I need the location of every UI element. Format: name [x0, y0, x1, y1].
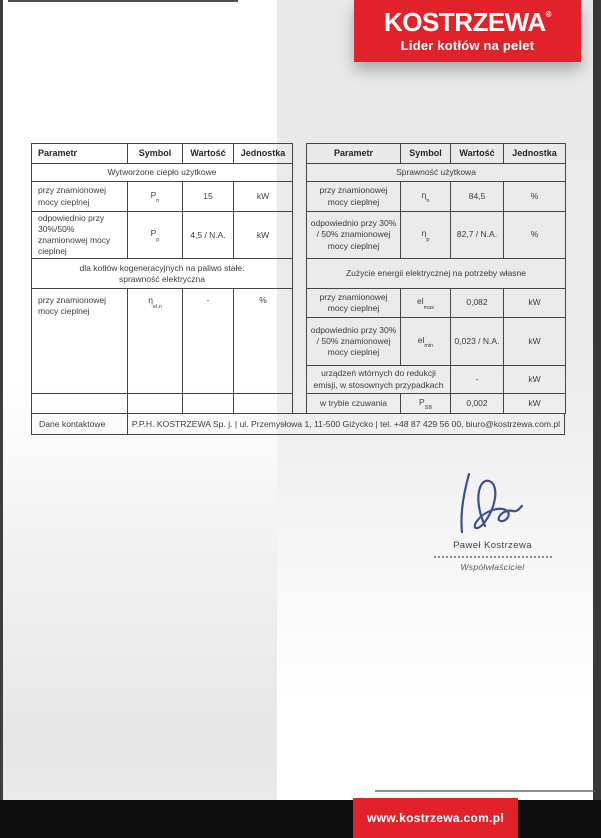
unit-cell: kW	[504, 366, 566, 394]
unit-cell: kW	[504, 318, 566, 366]
signature-dotted-line	[434, 556, 552, 558]
scan-edge-right	[593, 0, 601, 838]
table-row	[307, 182, 566, 212]
symbol-cell: $el_{max}$	[401, 289, 451, 318]
brand-tagline: Lider kotłów na pelet	[400, 38, 535, 53]
empty-cell	[128, 394, 183, 414]
header-wartosc: Wartość	[451, 144, 504, 164]
value-cell: 82,7 / N.A.	[451, 212, 504, 259]
scan-edge-bottom	[375, 790, 596, 792]
signature-scribble-icon	[447, 468, 539, 538]
brand-name: KOSTRZEWA®	[383, 7, 551, 37]
param-cell: przy znamionowej mocy cieplnej	[32, 182, 128, 212]
symbol-cell: $P_{SB}$	[401, 394, 451, 414]
table-row	[307, 366, 566, 394]
footer-url: www.kostrzewa.com.pl	[367, 811, 504, 825]
param-cell: odpowiednio przy 30%/50% znamionowej mocy cieplnej	[32, 212, 128, 259]
table-row	[307, 394, 566, 414]
symbol-cell: $P_n$	[128, 182, 183, 212]
unit-cell: %	[504, 212, 566, 259]
header-parametr: Parametr	[32, 144, 128, 164]
value-cell: -	[183, 289, 234, 394]
contact-row	[31, 413, 565, 435]
table-row	[32, 182, 293, 212]
unit-cell: %	[504, 182, 566, 212]
kostrzewa-logo	[354, 0, 581, 62]
parameters-table-right	[306, 143, 566, 414]
param-cell: w trybie czuwania	[307, 394, 401, 414]
signatory-role: Współwłaściciel	[460, 562, 525, 572]
unit-cell: %	[234, 289, 293, 394]
table-row	[307, 212, 566, 259]
header-jednostka: Jednostka	[504, 144, 566, 164]
table-row	[32, 289, 293, 394]
header-jednostka: Jednostka	[234, 144, 293, 164]
scan-edge-top	[8, 0, 238, 2]
unit-cell: kW	[234, 182, 293, 212]
value-cell: 0,023 / N.A.	[451, 318, 504, 366]
empty-cell	[183, 394, 234, 414]
section-row	[32, 259, 293, 289]
value-cell: -	[451, 366, 504, 394]
symbol-cell: $el_{min}$	[401, 318, 451, 366]
contact-label: Dane kontaktowe	[32, 414, 128, 434]
section-row	[307, 259, 566, 289]
section-row	[32, 164, 293, 182]
table-header-row	[32, 144, 293, 164]
symbol-cell: $P_p$	[128, 212, 183, 259]
param-cell: odpowiednio przy 30% / 50% znamionowej mocy cieplnej	[307, 212, 401, 259]
section-title: Wytworzone ciepło użytkowe	[32, 164, 293, 182]
section-title: Zużycie energii elektrycznej na potrzeby własne	[307, 259, 566, 289]
unit-cell: kW	[504, 394, 566, 414]
value-cell: 15	[183, 182, 234, 212]
value-cell: 0,002	[451, 394, 504, 414]
header-symbol: Symbol	[128, 144, 183, 164]
param-cell: urządzeń wtórnych do redukcji emisji, w stosownych przypadkach	[307, 366, 451, 394]
symbol-cell: $\eta_n$	[401, 182, 451, 212]
unit-cell: kW	[234, 212, 293, 259]
param-cell: odpowiednio przy 30% / 50% znamionowej mocy cieplnej	[307, 318, 401, 366]
empty-cell	[32, 394, 128, 414]
header-symbol: Symbol	[401, 144, 451, 164]
empty-cell	[234, 394, 293, 414]
footer-url-box	[353, 798, 518, 838]
parameters-table-left	[31, 143, 293, 414]
param-cell: przy znamionowej mocy cieplnej	[32, 289, 128, 394]
table-row	[307, 289, 566, 318]
value-cell: 4,5 / N.A.	[183, 212, 234, 259]
param-cell: przy znamionowej mocy cieplnej	[307, 289, 401, 318]
value-cell: 84,5	[451, 182, 504, 212]
signature-block	[415, 468, 570, 572]
table-header-row	[307, 144, 566, 164]
contact-value: P.P.H. KOSTRZEWA Sp. j. | ul. Przemysłowa 1, 11-500 Giżycko | tel. +48 87 429 56 00, biuro@kostrzewa.com.pl	[131, 419, 561, 429]
signatory-name: Paweł Kostrzewa	[453, 540, 532, 551]
section-row	[307, 164, 566, 182]
scan-edge-left	[0, 0, 3, 838]
value-cell: 0,082	[451, 289, 504, 318]
unit-cell: kW	[504, 289, 566, 318]
param-cell: przy znamionowej mocy cieplnej	[307, 182, 401, 212]
header-parametr: Parametr	[307, 144, 401, 164]
symbol-cell: $\eta_p$	[401, 212, 451, 259]
section-title: dla kotłów kogeneracyjnych na paliwo stałe: sprawność elektryczna	[32, 259, 293, 289]
empty-row	[32, 394, 293, 414]
table-row	[32, 212, 293, 259]
symbol-cell: $\eta_{el,n}$	[128, 289, 183, 394]
registered-mark: ®	[545, 10, 551, 19]
header-wartosc: Wartość	[183, 144, 234, 164]
section-title: Sprawność użytkowa	[307, 164, 566, 182]
table-row	[307, 318, 566, 366]
